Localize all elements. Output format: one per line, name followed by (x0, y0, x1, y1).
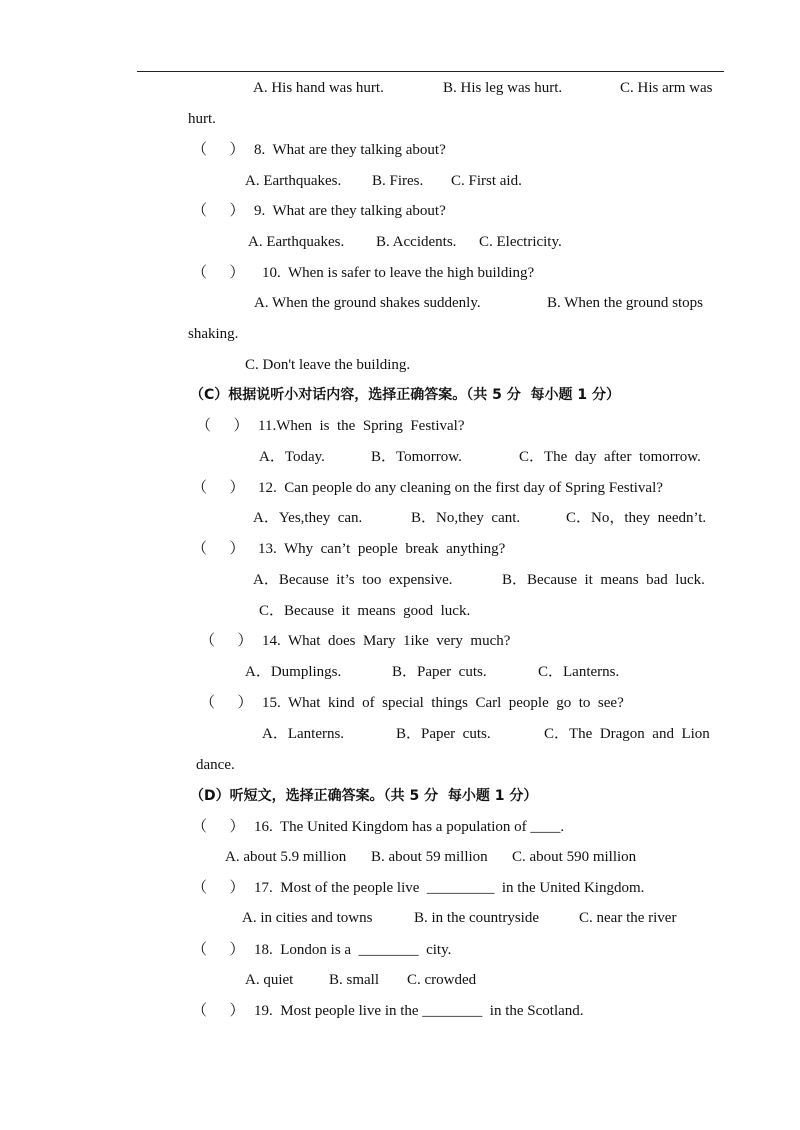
question-text: 14. What does Mary 1ike very much? (262, 633, 511, 649)
answer-blank: （ ） (192, 203, 245, 219)
question-text: 10. When is safer to leave the high building? (262, 265, 535, 281)
option-c-continued: dance. (196, 757, 235, 773)
option-b: B. When the ground stops (547, 295, 703, 311)
question-text: 12. Can people do any cleaning on the first day of Spring Festival? (258, 480, 663, 496)
option-b: B．Paper cuts. (396, 726, 491, 742)
option-c: C. His arm was (620, 80, 713, 96)
option-b: B. Accidents. (376, 234, 457, 250)
question-text: 8. What are they talking about? (254, 142, 446, 158)
option-c: C．Lanterns. (538, 664, 620, 680)
question-text: 16. The United Kingdom has a population of ____. (254, 819, 565, 835)
option-c: C. crowded (407, 972, 477, 988)
question-text: 11.When is the Spring Festival? (258, 418, 465, 434)
option-c: C. Don't leave the building. (245, 357, 411, 373)
answer-blank: （ ） (200, 695, 253, 711)
answer-blank: （ ） (192, 265, 245, 281)
option-c: C. First aid. (451, 173, 522, 189)
answer-blank: （ ） (192, 819, 245, 835)
answer-blank: （ ） (192, 1003, 245, 1019)
option-c: C．The day after tomorrow. (519, 449, 701, 465)
option-b: B. His leg was hurt. (443, 80, 563, 96)
question-text: 13. Why can’t people break anything? (258, 541, 506, 557)
option-a: A. Earthquakes. (245, 173, 342, 189)
option-a: A. When the ground shakes suddenly. (254, 295, 481, 311)
question-text: 9. What are they talking about? (254, 203, 446, 219)
option-a: A. His hand was hurt. (253, 80, 384, 96)
answer-blank: （ ） (192, 480, 245, 496)
header-rule (137, 71, 724, 72)
option-b: B．Because it means bad luck. (502, 572, 705, 588)
option-a: A．Because it’s too expensive. (253, 572, 453, 588)
option-c: C. about 590 million (512, 849, 637, 865)
answer-blank: （ ） (192, 142, 245, 158)
answer-blank: （ ） (196, 418, 249, 434)
option-c: C．Because it means good luck. (259, 603, 471, 619)
option-a: A．Yes,they can. (253, 510, 363, 526)
option-b: B. in the countryside (414, 910, 539, 926)
option-a: A．Today. (259, 449, 325, 465)
option-b-continued: shaking. (188, 326, 239, 342)
section-c-heading: （C）根据说听小对话内容，选择正确答案。（共 5 分 每小题 1 分） (190, 387, 620, 403)
option-a: A．Lanterns. (262, 726, 345, 742)
option-b: B. Fires. (372, 173, 424, 189)
option-b: B．Paper cuts. (392, 664, 487, 680)
option-c-continued: hurt. (188, 111, 216, 127)
option-a: A. in cities and towns (242, 910, 373, 926)
question-text: 18. London is a ________ city. (254, 942, 452, 958)
option-c: C．The Dragon and Lion (544, 726, 710, 742)
question-text: 17. Most of the people live _________ in the United Kingdom. (254, 880, 645, 896)
option-a: A．Dumplings. (245, 664, 342, 680)
option-b: B. about 59 million (371, 849, 488, 865)
question-text: 15. What kind of special things Carl people go to see? (262, 695, 624, 711)
option-b: B. small (329, 972, 380, 988)
section-d-heading: （D）听短文，选择正确答案。（共 5 分 每小题 1 分） (190, 788, 538, 804)
option-a: A. Earthquakes. (248, 234, 345, 250)
option-a: A. about 5.9 million (225, 849, 347, 865)
option-b: B．No,they cant. (411, 510, 521, 526)
answer-blank: （ ） (192, 942, 245, 958)
answer-blank: （ ） (192, 541, 245, 557)
answer-blank: （ ） (192, 880, 245, 896)
option-c: C. near the river (579, 910, 677, 926)
option-c: C．No，they needn’t. (566, 510, 707, 526)
option-b: B．Tomorrow. (371, 449, 462, 465)
question-text: 19. Most people live in the ________ in the Scotland. (254, 1003, 584, 1019)
answer-blank: （ ） (200, 633, 253, 649)
option-a: A. quiet (245, 972, 294, 988)
option-c: C. Electricity. (479, 234, 562, 250)
